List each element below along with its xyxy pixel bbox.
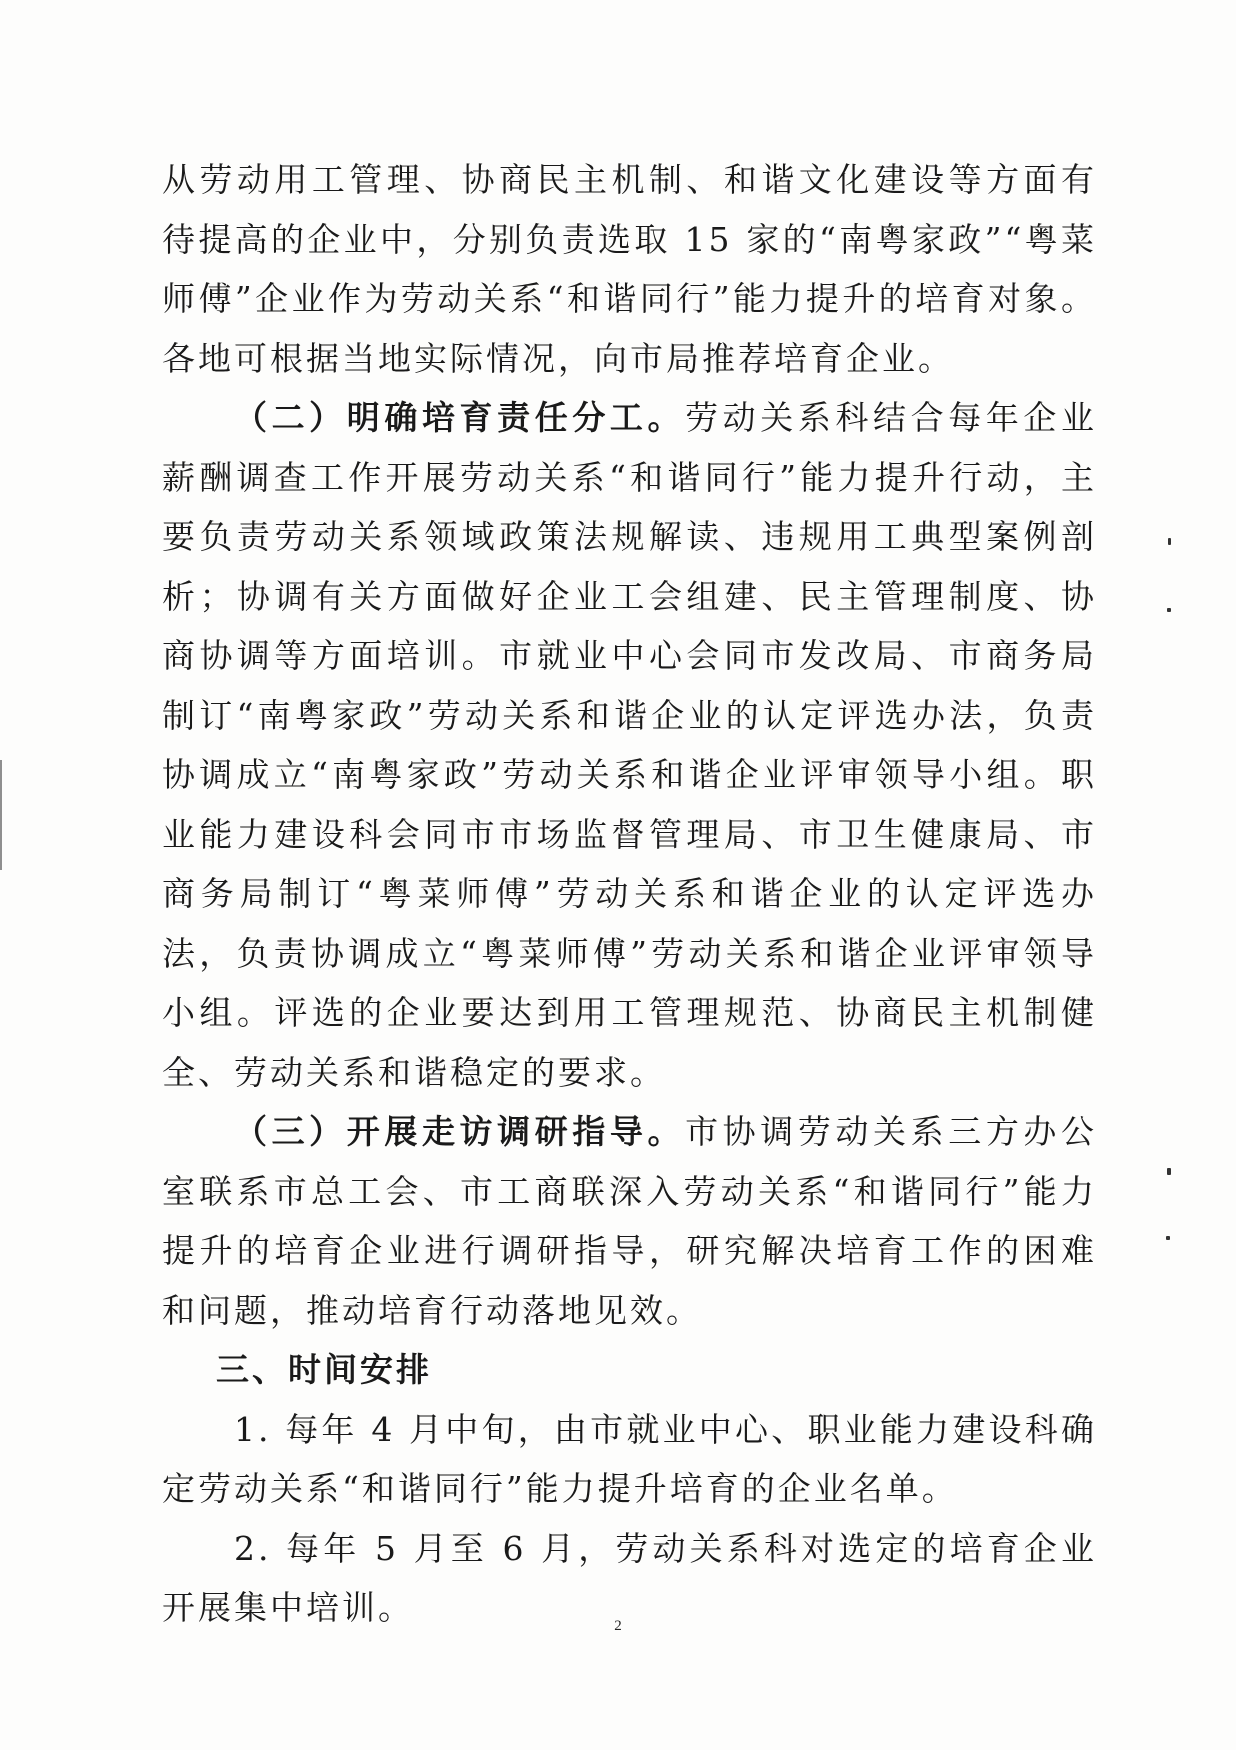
document-body [162, 150, 1097, 1638]
schedule-item [162, 1400, 1097, 1519]
paragraph-continuation [162, 150, 1097, 388]
schedule-item-text: 2. 每年 5 月至 6 月，劳动关系科对选定的培育企业开展集中培训。 [162, 1528, 1097, 1627]
paragraph-text: 市协调劳动关系三方办公室联系市总工会、市工商联深入劳动关系“和谐同行”能力提升的培育企业进行调研指导，研究解决培育工作的困难和问题，推动培育行动落地见效。 [162, 1112, 1098, 1330]
paragraph-lead: （三）开展走访调研指导。 [234, 1112, 686, 1151]
section-heading: 三、时间安排 [216, 1350, 432, 1389]
scan-speck [1168, 538, 1171, 545]
paragraph-research [162, 1102, 1097, 1340]
scan-speck [1167, 608, 1171, 612]
paragraph-lead: （二）明确培育责任分工。 [234, 398, 686, 437]
scan-edge-mark [0, 760, 2, 870]
paragraph-responsibility [162, 388, 1097, 1102]
paragraph-text: 劳动关系科结合每年企业薪酬调查工作开展劳动关系“和谐同行”能力提升行动，主要负责劳动关系领域政策法规解读、违规用工典型案例剖析；协调有关方面做好企业工会组建、民主管理制度、协商协调等方面培训。市就业中心会同市发改局、市商务局制订“南粤家政”劳动关系和谐企业的认定评选办法，负责协调成立“南粤家政”劳动关系和谐企业评审领导小组。职业能力建设科会同市市场监督管理局、市卫生健康局、市商务局制订“粤菜师傅”劳动关系和谐企业的认定评选办法，负责协调成立“粤菜师傅”劳动关系和谐企业评审领导小组。评选的企业要达到用工管理规范、协商民主机制健全、劳动关系和谐稳定的要求。 [162, 398, 1098, 1092]
scan-speck [1167, 1168, 1171, 1175]
paragraph-text: 从劳动用工管理、协商民主机制、和谐文化建设等方面有待提高的企业中，分别负责选取 15 家的“南粤家政”“粤菜师傅”企业作为劳动关系“和谐同行”能力提升的培育对象。各地可根据当地实际情况，向市局推荐培育企业。 [162, 160, 1097, 378]
scan-speck [1166, 1236, 1170, 1240]
schedule-item-text: 1. 每年 4 月中旬，由市就业中心、职业能力建设科确定劳动关系“和谐同行”能力提升培育的企业名单。 [162, 1409, 1097, 1508]
page-number: 2 [614, 1618, 622, 1634]
